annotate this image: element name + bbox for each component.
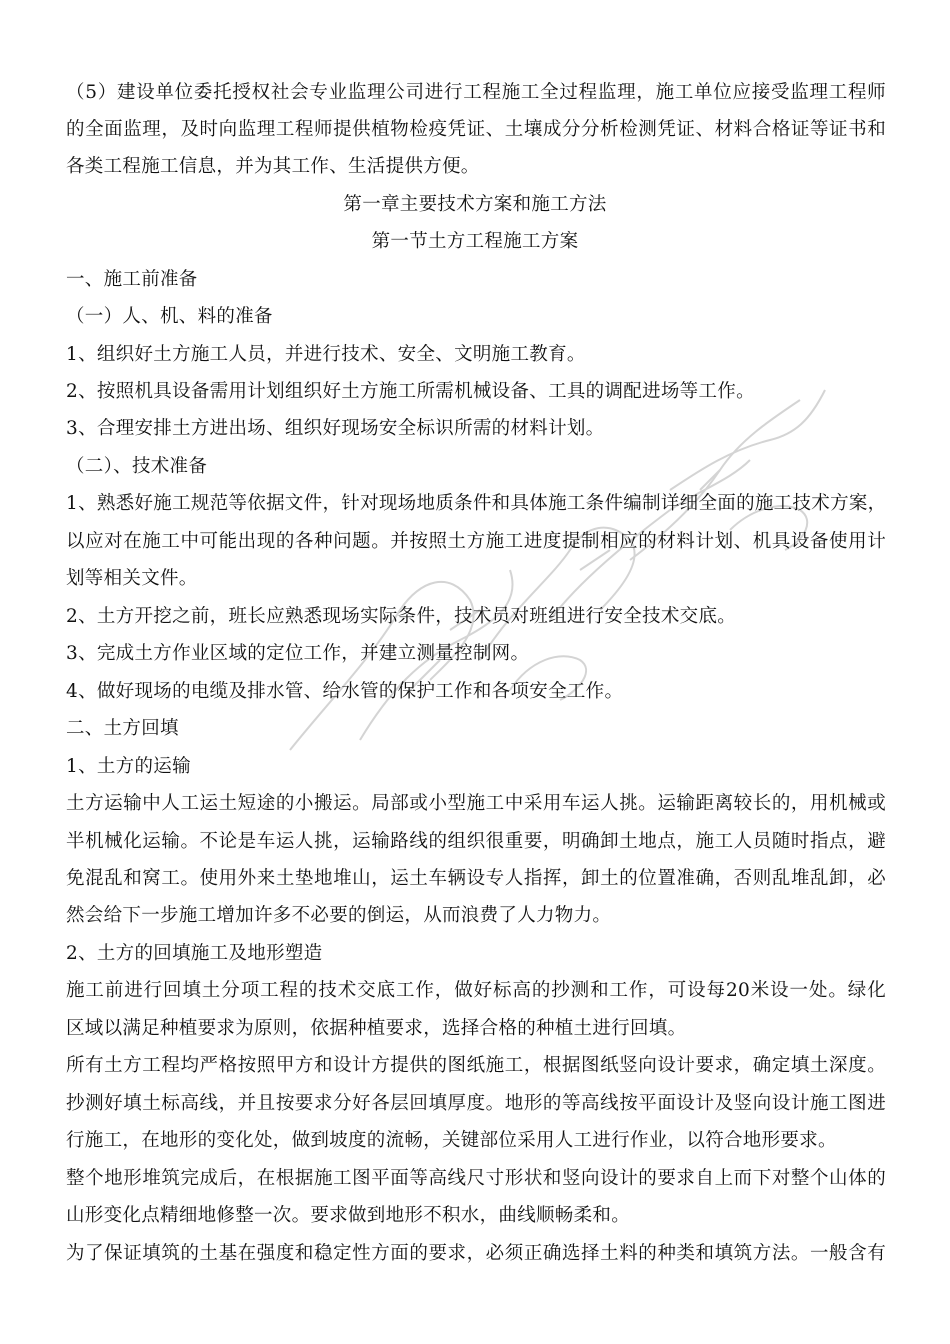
paragraph-line: 施工前进行回填土分项工程的技术交底工作，做好标高的抄测和工作，可设每20米设一处。绿化 (66, 980, 886, 1001)
list-item: 3、合理安排土方进出场、组织好现场安全标识所需的材料计划。 (66, 418, 605, 439)
paragraph-line: 的全面监理，及时向监理工程师提供植物检疫凭证、土壤成分分析检测凭证、材料合格证等证书和 (66, 119, 886, 140)
paragraph-line: 为了保证填筑的土基在强度和稳定性方面的要求，必须正确选择土料的种类和填筑方法。一般含有 (66, 1243, 886, 1264)
paragraph-line: 区域以满足种植要求为原则，依据种植要求，选择合格的种植土进行回填。 (66, 1018, 687, 1039)
heading-level-1: 一、施工前准备 (66, 269, 198, 290)
list-item: 2、按照机具设备需用计划组织好土方施工所需机械设备、工具的调配进场等工作。 (66, 381, 755, 402)
paragraph-line: 土方运输中人工运土短途的小搬运。局部或小型施工中采用车运人挑。运输距离较长的，用机械或 (66, 793, 886, 814)
list-item: 2、土方开挖之前，班长应熟悉现场实际条件，技术员对班组进行安全技术交底。 (66, 606, 737, 627)
heading-level-2: 2、土方的回填施工及地形塑造 (66, 943, 323, 964)
list-item: 3、完成土方作业区域的定位工作，并建立测量控制网。 (66, 643, 530, 664)
paragraph-line: 然会给下一步施工增加许多不必要的倒运，从而浪费了人力物力。 (66, 905, 612, 926)
paragraph-line: 各类工程施工信息，并为其工作、生活提供方便。 (66, 156, 480, 177)
chapter-title: 第一章主要技术方案和施工方法 (343, 194, 607, 215)
paragraph-line: 免混乱和窝工。使用外来土垫地堆山，运土车辆设专人指挥，卸土的位置准确，否则乱堆乱卸，必 (66, 868, 886, 889)
paragraph-line: 抄测好填土标高线，并且按要求分好各层回填厚度。地形的等高线按平面设计及竖向设计施工图进 (66, 1093, 886, 1114)
heading-level-1: 二、土方回填 (66, 718, 179, 739)
paragraph-line: （5）建设单位委托授权社会专业监理公司进行工程施工全过程监理，施工单位应接受监理工程师 (66, 82, 886, 103)
paragraph-line: 以应对在施工中可能出现的各种问题。并按照土方施工进度提制相应的材料计划、机具设备使用计 (66, 531, 886, 552)
list-item: 4、做好现场的电缆及排水管、给水管的保护工作和各项安全工作。 (66, 681, 624, 702)
paragraph-line: 半机械化运输。不论是车运人挑，运输路线的组织很重要，明确卸土地点，施工人员随时指点，避 (66, 831, 886, 852)
paragraph-line: 行施工，在地形的变化处，做到坡度的流畅，关键部位采用人工进行作业，以符合地形要求。 (66, 1130, 837, 1151)
heading-level-2: 1、土方的运输 (66, 756, 191, 777)
list-item: 1、组织好土方施工人员，并进行技术、安全、文明施工教育。 (66, 344, 586, 365)
paragraph-line: 所有土方工程均严格按照甲方和设计方提供的图纸施工，根据图纸竖向设计要求，确定填土深度。 (66, 1055, 886, 1076)
paragraph-line: 整个地形堆筑完成后，在根据施工图平面等高线尺寸形状和竖向设计的要求自上而下对整个山体的 (66, 1168, 886, 1189)
paragraph-line: 山形变化点精细地修整一次。要求做到地形不积水，曲线顺畅柔和。 (66, 1205, 631, 1226)
section-title: 第一节土方工程施工方案 (371, 231, 579, 252)
paragraph-line: 划等相关文件。 (66, 568, 198, 589)
list-item: 1、熟悉好施工规范等依据文件，针对现场地质条件和具体施工条件编制详细全面的施工技术方案， (66, 493, 887, 514)
heading-level-2: （二）、技术准备 (66, 456, 208, 477)
heading-level-2: （一）人、机、料的准备 (66, 306, 273, 327)
